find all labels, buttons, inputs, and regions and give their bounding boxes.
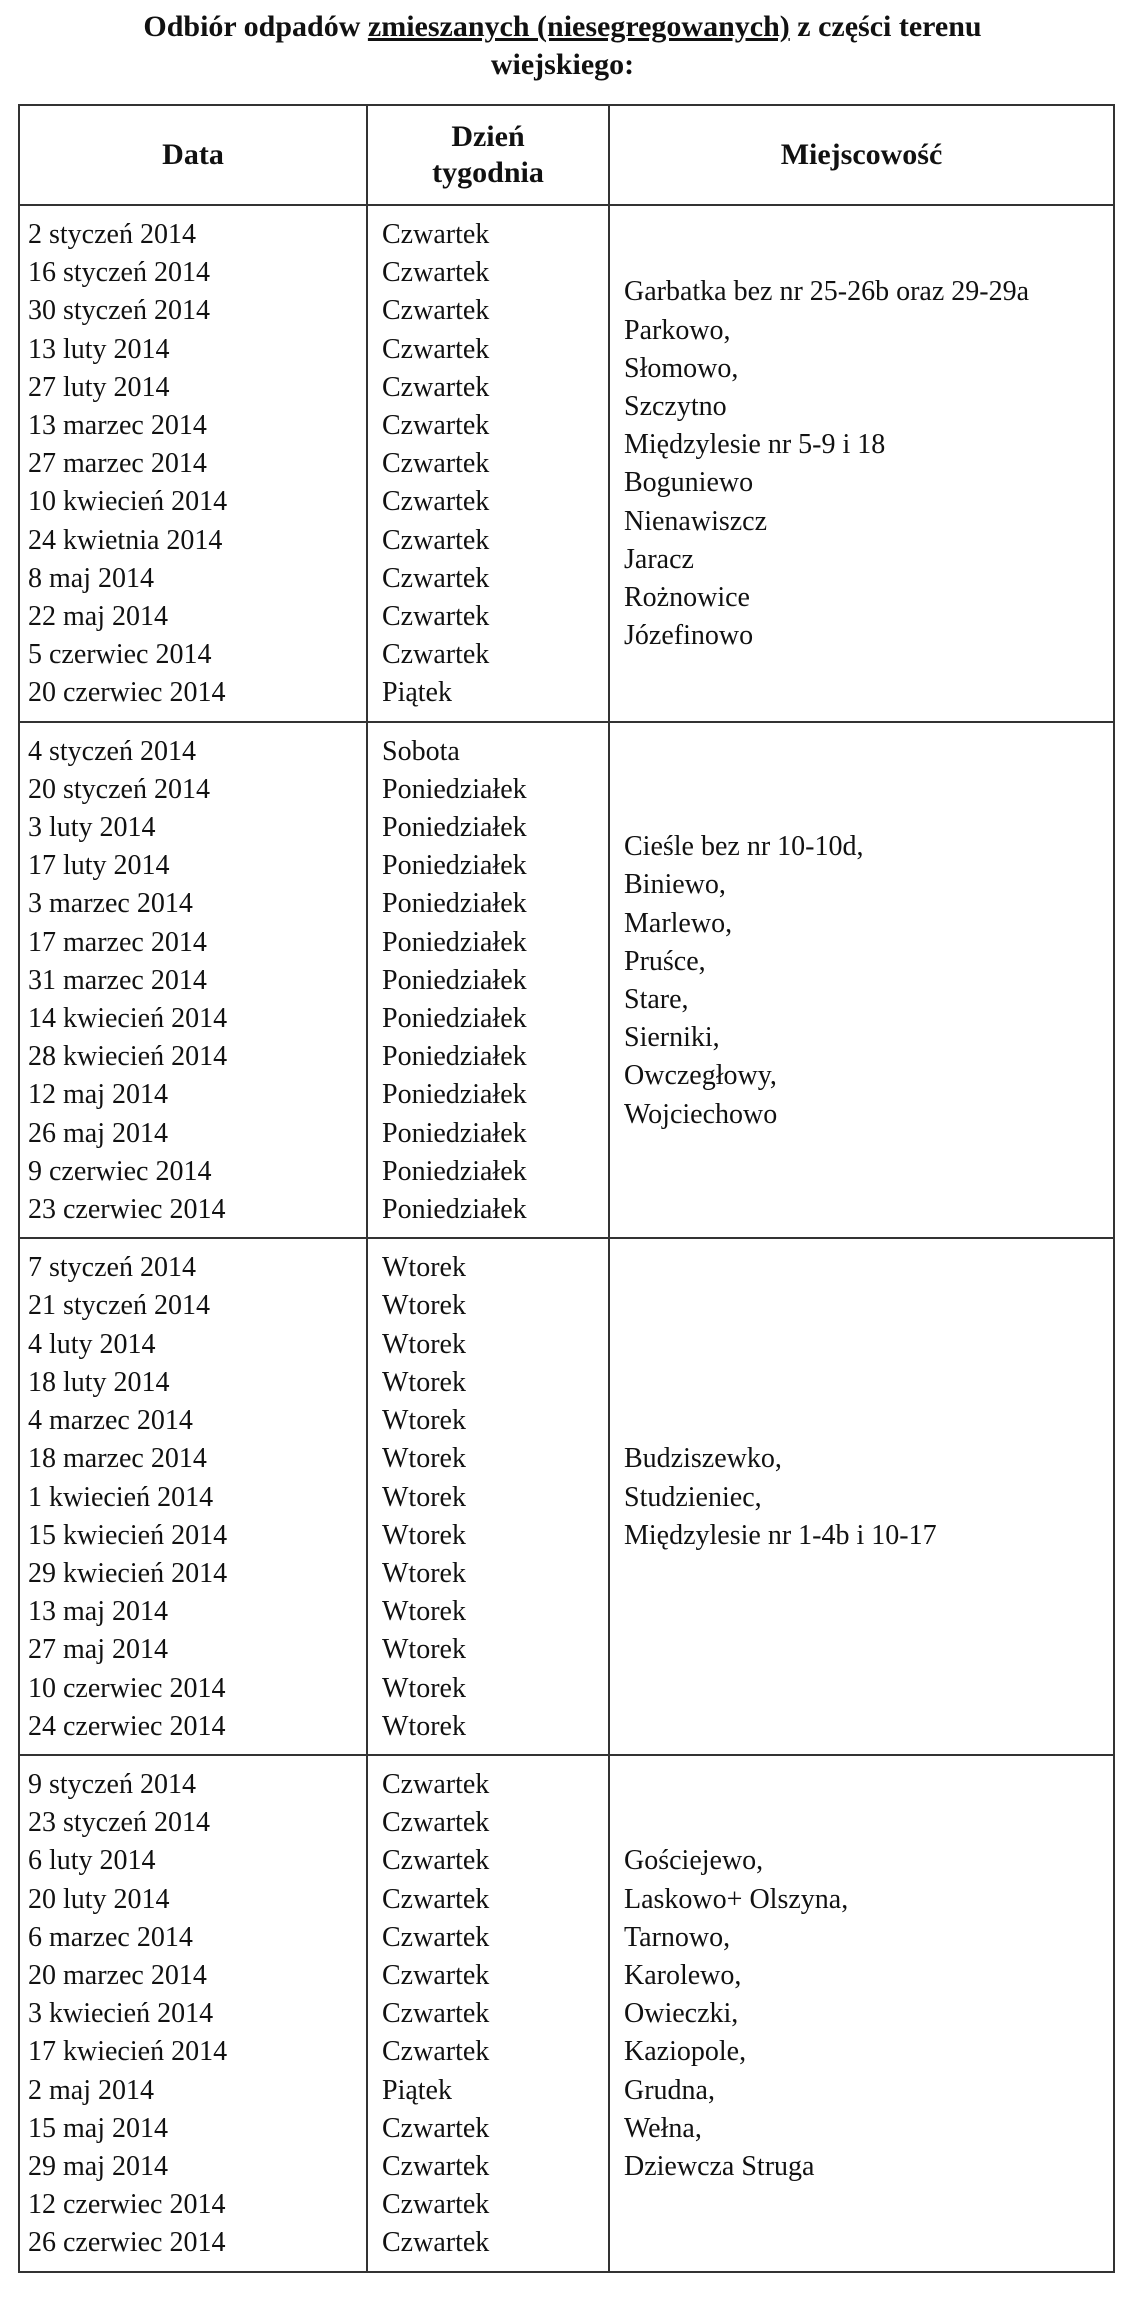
weekday-line: Poniedziałek bbox=[382, 1041, 527, 1073]
weekday-line: Wtorek bbox=[382, 1366, 466, 1398]
weekday-line: Poniedziałek bbox=[382, 1079, 527, 1111]
locality-line: Parkowo, bbox=[624, 314, 731, 346]
weekday-line: Czwartek bbox=[382, 295, 490, 327]
date-line: 27 maj 2014 bbox=[28, 1634, 168, 1666]
date-line: 29 kwiecień 2014 bbox=[28, 1557, 228, 1589]
weekday-cell bbox=[367, 1755, 609, 2272]
document-title bbox=[0, 8, 1125, 84]
weekday-line: Wtorek bbox=[382, 1634, 466, 1666]
date-line: 14 kwiecień 2014 bbox=[28, 1003, 228, 1035]
date-cell bbox=[19, 1238, 367, 1755]
date-line: 1 kwiecień 2014 bbox=[28, 1481, 214, 1513]
weekday-line: Poniedziałek bbox=[382, 888, 527, 920]
date-line: 13 luty 2014 bbox=[28, 333, 170, 365]
locality-line: Boguniewo bbox=[624, 467, 754, 499]
date-line: 9 styczeń 2014 bbox=[28, 1768, 196, 1800]
locality-line: Jaracz bbox=[624, 543, 694, 575]
title-part-2: z części terenu bbox=[789, 10, 982, 43]
weekday-line: Wtorek bbox=[382, 1519, 466, 1551]
weekday-line: Czwartek bbox=[382, 2112, 490, 2144]
weekday-line: Czwartek bbox=[382, 1768, 490, 1800]
locality-line: Szczytno bbox=[624, 390, 727, 422]
weekday-line: Czwartek bbox=[382, 410, 490, 442]
weekday-line: Czwartek bbox=[382, 1921, 490, 1953]
weekday-line: Czwartek bbox=[382, 219, 490, 250]
date-line: 17 kwiecień 2014 bbox=[28, 2036, 228, 2068]
table-row bbox=[19, 1238, 1114, 1755]
weekday-cell bbox=[367, 722, 609, 1239]
date-line: 26 maj 2014 bbox=[28, 1117, 168, 1149]
table-row bbox=[19, 1755, 1114, 2272]
weekday-line: Poniedziałek bbox=[382, 926, 527, 958]
date-cell bbox=[19, 1755, 367, 2272]
date-line: 20 czerwiec 2014 bbox=[28, 677, 226, 709]
locality-line: Gościejewo, bbox=[624, 1845, 764, 1877]
date-line: 24 czerwiec 2014 bbox=[28, 1710, 226, 1742]
locality-line: Owieczki, bbox=[624, 1998, 739, 2030]
header-date: Data bbox=[19, 105, 367, 205]
locality-line: Garbatka bez nr 25-26b oraz 29-29a bbox=[624, 276, 1030, 308]
weekday-line: Poniedziałek bbox=[382, 1155, 527, 1187]
date-line: 7 styczeń 2014 bbox=[28, 1252, 196, 1284]
locality-line: Grudna, bbox=[624, 2074, 715, 2106]
locality-line: Cieśle bez nr 10-10d, bbox=[624, 831, 864, 863]
title-line-1 bbox=[0, 8, 1125, 46]
locality-line: Studzieniec, bbox=[624, 1481, 762, 1513]
date-line: 4 marzec 2014 bbox=[28, 1405, 193, 1437]
weekday-line: Piątek bbox=[382, 677, 452, 709]
date-line: 20 marzec 2014 bbox=[28, 1959, 207, 1991]
weekday-cell bbox=[367, 1238, 609, 1755]
date-cell bbox=[19, 722, 367, 1239]
date-line: 22 maj 2014 bbox=[28, 601, 168, 633]
locality-line: Biniewo, bbox=[624, 869, 726, 901]
date-line: 6 marzec 2014 bbox=[28, 1921, 193, 1953]
weekday-line: Wtorek bbox=[382, 1405, 466, 1437]
locality-line: Laskowo+ Olszyna, bbox=[624, 1883, 849, 1915]
locality-line: Karolewo, bbox=[624, 1959, 742, 1991]
locality-line: Tarnowo, bbox=[624, 1921, 731, 1953]
date-line: 20 luty 2014 bbox=[28, 1883, 170, 1915]
weekday-line: Wtorek bbox=[382, 1557, 466, 1589]
locality-line: Wełna, bbox=[624, 2112, 702, 2144]
weekday-line: Czwartek bbox=[382, 1998, 490, 2030]
date-line: 23 czerwiec 2014 bbox=[28, 1194, 226, 1226]
date-line: 4 styczeń 2014 bbox=[28, 735, 196, 767]
weekday-line: Czwartek bbox=[382, 562, 490, 594]
weekday-line: Poniedziałek bbox=[382, 1003, 527, 1035]
locality-line: Wojciechowo bbox=[624, 1098, 778, 1130]
locality-line: Kaziopole, bbox=[624, 2036, 747, 2068]
locality-line: Dziewcza Struga bbox=[624, 2150, 815, 2182]
weekday-line: Czwartek bbox=[382, 2227, 490, 2259]
locality-cell bbox=[609, 205, 1114, 722]
date-line: 27 luty 2014 bbox=[28, 371, 170, 403]
weekday-line: Czwartek bbox=[382, 1845, 490, 1877]
date-line: 3 kwiecień 2014 bbox=[28, 1998, 214, 2030]
locality-cell bbox=[609, 722, 1114, 1239]
locality-line: Pruśce, bbox=[624, 945, 706, 977]
weekday-line: Wtorek bbox=[382, 1290, 466, 1322]
date-line: 5 czerwiec 2014 bbox=[28, 639, 212, 671]
date-line: 21 styczeń 2014 bbox=[28, 1290, 210, 1322]
date-line: 29 maj 2014 bbox=[28, 2150, 168, 2182]
locality-line: Międzylesie nr 1-4b i 10-17 bbox=[624, 1519, 937, 1551]
weekday-line: Piątek bbox=[382, 2074, 452, 2106]
title-part-1: Odbiór odpadów bbox=[143, 10, 368, 43]
weekday-line: Wtorek bbox=[382, 1672, 466, 1704]
locality-line: Słomowo, bbox=[624, 352, 739, 384]
date-line: 18 luty 2014 bbox=[28, 1366, 170, 1398]
weekday-line: Sobota bbox=[382, 735, 460, 767]
date-line: 17 luty 2014 bbox=[28, 850, 170, 882]
header-locality: Miejscowość bbox=[609, 105, 1114, 205]
date-line: 18 marzec 2014 bbox=[28, 1443, 207, 1475]
header-weekday-line-1: Dzień bbox=[451, 120, 525, 153]
weekday-line: Poniedziałek bbox=[382, 1117, 527, 1149]
weekday-line: Czwartek bbox=[382, 486, 490, 518]
weekday-line: Poniedziałek bbox=[382, 964, 527, 996]
header-row bbox=[19, 105, 1114, 205]
date-line: 8 maj 2014 bbox=[28, 562, 154, 594]
date-line: 15 kwiecień 2014 bbox=[28, 1519, 228, 1551]
date-line: 31 marzec 2014 bbox=[28, 964, 207, 996]
locality-line: Rożnowice bbox=[624, 581, 750, 613]
date-line: 13 maj 2014 bbox=[28, 1596, 168, 1628]
weekday-line: Czwartek bbox=[382, 1959, 490, 1991]
locality-line: Stare, bbox=[624, 983, 689, 1015]
date-line: 3 marzec 2014 bbox=[28, 888, 193, 920]
locality-line: Międzylesie nr 5-9 i 18 bbox=[624, 429, 886, 461]
table-body bbox=[19, 205, 1114, 2272]
date-line: 6 luty 2014 bbox=[28, 1845, 156, 1877]
weekday-line: Poniedziałek bbox=[382, 812, 527, 844]
date-line: 10 czerwiec 2014 bbox=[28, 1672, 226, 1704]
weekday-line: Czwartek bbox=[382, 524, 490, 556]
date-line: 13 marzec 2014 bbox=[28, 410, 207, 442]
weekday-line: Czwartek bbox=[382, 333, 490, 365]
weekday-line: Czwartek bbox=[382, 448, 490, 480]
schedule-table bbox=[18, 104, 1115, 2273]
date-line: 16 styczeń 2014 bbox=[28, 257, 210, 289]
weekday-line: Wtorek bbox=[382, 1252, 466, 1284]
weekday-line: Czwartek bbox=[382, 371, 490, 403]
date-line: 26 czerwiec 2014 bbox=[28, 2227, 226, 2259]
locality-line: Sierniki, bbox=[624, 1022, 720, 1054]
date-line: 10 kwiecień 2014 bbox=[28, 486, 228, 518]
weekday-line: Czwartek bbox=[382, 1807, 490, 1839]
weekday-cell bbox=[367, 205, 609, 722]
date-line: 2 styczeń 2014 bbox=[28, 219, 196, 250]
title-line-2: wiejskiego: bbox=[490, 48, 635, 81]
weekday-line: Poniedziałek bbox=[382, 850, 527, 882]
weekday-line: Poniedziałek bbox=[382, 1194, 527, 1226]
title-underlined: zmieszanych (niesegregowanych) bbox=[367, 10, 790, 43]
date-line: 3 luty 2014 bbox=[28, 812, 156, 844]
locality-line: Józefinowo bbox=[624, 620, 754, 652]
date-line: 4 luty 2014 bbox=[28, 1328, 156, 1360]
weekday-line: Wtorek bbox=[382, 1596, 466, 1628]
table-row bbox=[19, 722, 1114, 1239]
date-line: 15 maj 2014 bbox=[28, 2112, 168, 2144]
locality-line: Marlewo, bbox=[624, 907, 733, 939]
weekday-line: Czwartek bbox=[382, 2189, 490, 2221]
locality-line: Nienawiszcz bbox=[624, 505, 768, 537]
date-cell bbox=[19, 205, 367, 722]
locality-cell bbox=[609, 1238, 1114, 1755]
date-line: 2 maj 2014 bbox=[28, 2074, 154, 2106]
date-line: 12 czerwiec 2014 bbox=[28, 2189, 226, 2221]
header-weekday bbox=[367, 105, 609, 205]
locality-cell bbox=[609, 1755, 1114, 2272]
locality-line: Owczegłowy, bbox=[624, 1060, 777, 1092]
weekday-line: Czwartek bbox=[382, 257, 490, 289]
weekday-line: Czwartek bbox=[382, 639, 490, 671]
weekday-line: Wtorek bbox=[382, 1481, 466, 1513]
weekday-line: Wtorek bbox=[382, 1328, 466, 1360]
date-line: 28 kwiecień 2014 bbox=[28, 1041, 228, 1073]
weekday-line: Czwartek bbox=[382, 601, 490, 633]
date-line: 24 kwietnia 2014 bbox=[28, 524, 223, 556]
weekday-line: Czwartek bbox=[382, 1883, 490, 1915]
header-weekday-line-2: tygodnia bbox=[432, 156, 544, 189]
date-line: 12 maj 2014 bbox=[28, 1079, 168, 1111]
table-row bbox=[19, 205, 1114, 722]
weekday-line: Wtorek bbox=[382, 1710, 466, 1742]
date-line: 23 styczeń 2014 bbox=[28, 1807, 210, 1839]
weekday-line: Poniedziałek bbox=[382, 773, 527, 805]
date-line: 9 czerwiec 2014 bbox=[28, 1155, 212, 1187]
date-line: 20 styczeń 2014 bbox=[28, 773, 210, 805]
weekday-line: Czwartek bbox=[382, 2036, 490, 2068]
locality-line: Budziszewko, bbox=[624, 1443, 782, 1475]
weekday-line: Czwartek bbox=[382, 2150, 490, 2182]
date-line: 17 marzec 2014 bbox=[28, 926, 207, 958]
weekday-line: Wtorek bbox=[382, 1443, 466, 1475]
date-line: 30 styczeń 2014 bbox=[28, 295, 210, 327]
date-line: 27 marzec 2014 bbox=[28, 448, 207, 480]
